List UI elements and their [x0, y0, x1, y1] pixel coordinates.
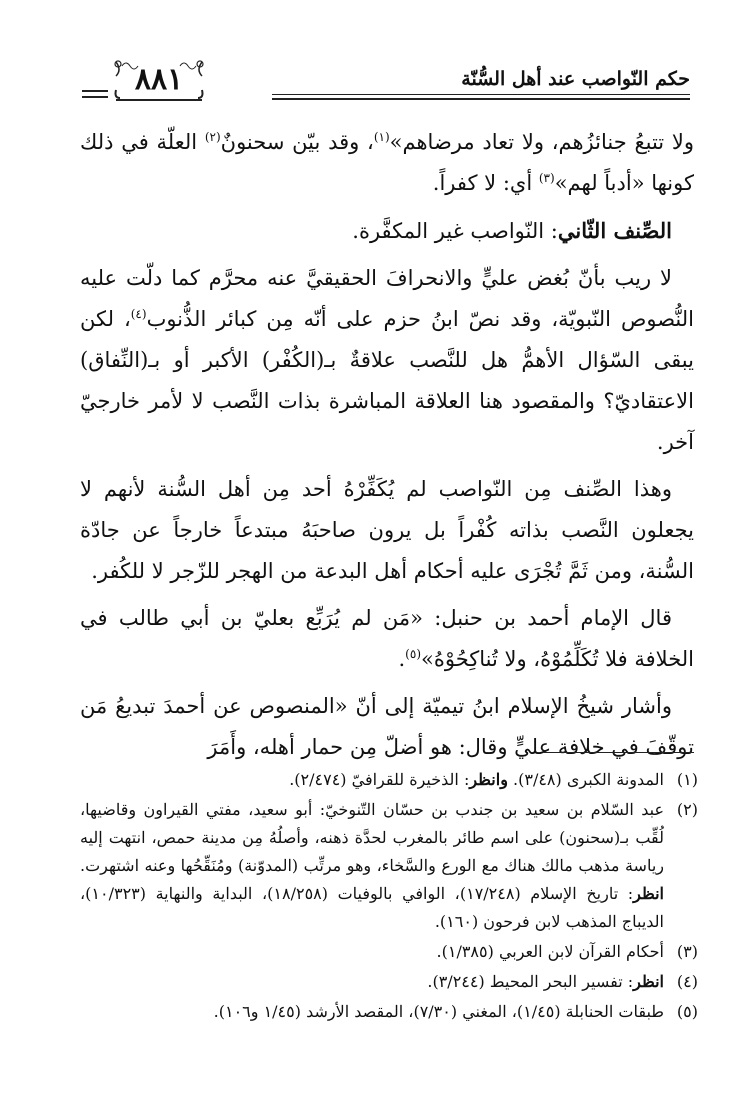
heading-label: الصِّنف الثّاني — [557, 218, 672, 243]
section-heading: الصِّنف الثّاني: النّواصب غير المكفَّرة. — [352, 218, 672, 243]
paragraph: ولا تتبعُ جنائزُهم، ولا تعاد مرضاهم»$^{(١)}$، وقد بيّن سحنونٌ$^{(٢)}$ العلّة في ذلك كونها «أدباً لهم»$^{(٣)}$ أي: لا كفراً. — [80, 130, 695, 195]
paragraph: لا ريب بأنّ بُغض عليٍّ والانحرافَ الحقيقيَّ عنه محرَّم كما دلّت عليه النُّصوص النّبويّة، وقد نصّ ابنُ حزم على أنّه مِن كبائر الذُّنوب$^{(٤)}$، لكن يبقى السّؤال الأهمُّ هل للنَّصب علاقةٌ بـ(الكُفْر) الأكبر أو بـ(النِّفاق) الاعتقاديّ؟ والمقصود هنا العلاقة المباشرة بذات النَّصب لا لأمر خارجيّ آخر. — [80, 266, 694, 454]
footnotes — [80, 766, 698, 1028]
footnote: (٥) طبقات الحنابلة (١/٤٥)، المغني (٧/٣٠)، المقصد الأرشد (١/٤٥ و١٠٦). — [213, 1002, 698, 1021]
page-number: ٨٨١ — [134, 62, 184, 97]
main-text — [80, 122, 694, 774]
header-dash-rule — [82, 96, 108, 98]
footnote-ref: (١) — [373, 130, 390, 144]
footnote-ref: (٥) — [405, 647, 421, 661]
footnote: (٢) عبد السّلام بن سعيد بن جندب بن حسّان التّنوخيّ: أبو سعيد، مفتي القيراون وقاضيها، لُقِّب بـ(سحنون) على اسم طائر بالمغرب لحدَّة ذهنه، وأصلُهُ مِن مدينة حمص، انتهت إليه رياسة مذهب مالك هناك مع الورع والسَّخاء، وهو مرتِّب (المدوّنة) ومُنَقِّحُها وعنه اشتهرت. انظر: تاريخ الإسلام (١٧/٢٤٨)، الوافي بالوفيات (١٨/٢٥٨)، البداية والنهاية (١٠/٣٢٣)، الديباج المذهب لابن فرحون (١٦٠). — [80, 800, 698, 931]
footnote-ref: (٣) — [538, 171, 555, 185]
paragraph: وهذا الصِّنف مِن النّواصب لم يُكَفِّرْهُ أحد مِن أهل السُّنة لأنهم لا يجعلون النَّصب بذاته كُفْراً بل يرون صاحبَهُ مبتدعاً خارجاً عن جادّة السُّنة، ومن ثَمَّ تُجْرَى عليه أحكام أهل البدعة من الهجر للزّجر لا للكُفر. — [80, 477, 694, 583]
footnote-ref: (٢) — [204, 130, 221, 144]
paragraph: قال الإمام أحمد بن حنبل: «مَن لم يُرَبِّع بعليّ بن أبي طالب في الخلافة فلا تُكَلِّمُوْهُ، ولا تُناكِحُوْهُ»$^{(٥)}$. — [80, 606, 694, 671]
page-header — [82, 58, 690, 108]
footnote: (١) المدونة الكبرى (٣/٤٨). وانظر: الذخيرة للقرافيّ (٢/٤٧٤). — [289, 770, 698, 789]
header-dash-rule — [82, 90, 108, 92]
footnote-ref: (٤) — [130, 307, 147, 321]
paragraph: وأشار شيخُ الإسلام ابنُ تيميّة إلى أنّ «المنصوص عن أحمدَ تبديعُ مَن توقّفَ في خلافة عليٍّ وقال: هو أضلّ مِن حمار أهله، وأَمَرَ — [80, 694, 694, 759]
header-rule-thick — [272, 98, 690, 100]
footnote: (٤) انظر: تفسير البحر المحيط (٣/٢٤٤). — [427, 972, 698, 991]
header-rule-thin — [272, 94, 690, 95]
running-title: حكم النّواصب عند أهل السُّنّة — [461, 68, 690, 90]
footnote: (٣) أحكام القرآن لابن العربي (١/٣٨٥). — [436, 942, 698, 961]
footnote-separator — [544, 752, 694, 753]
